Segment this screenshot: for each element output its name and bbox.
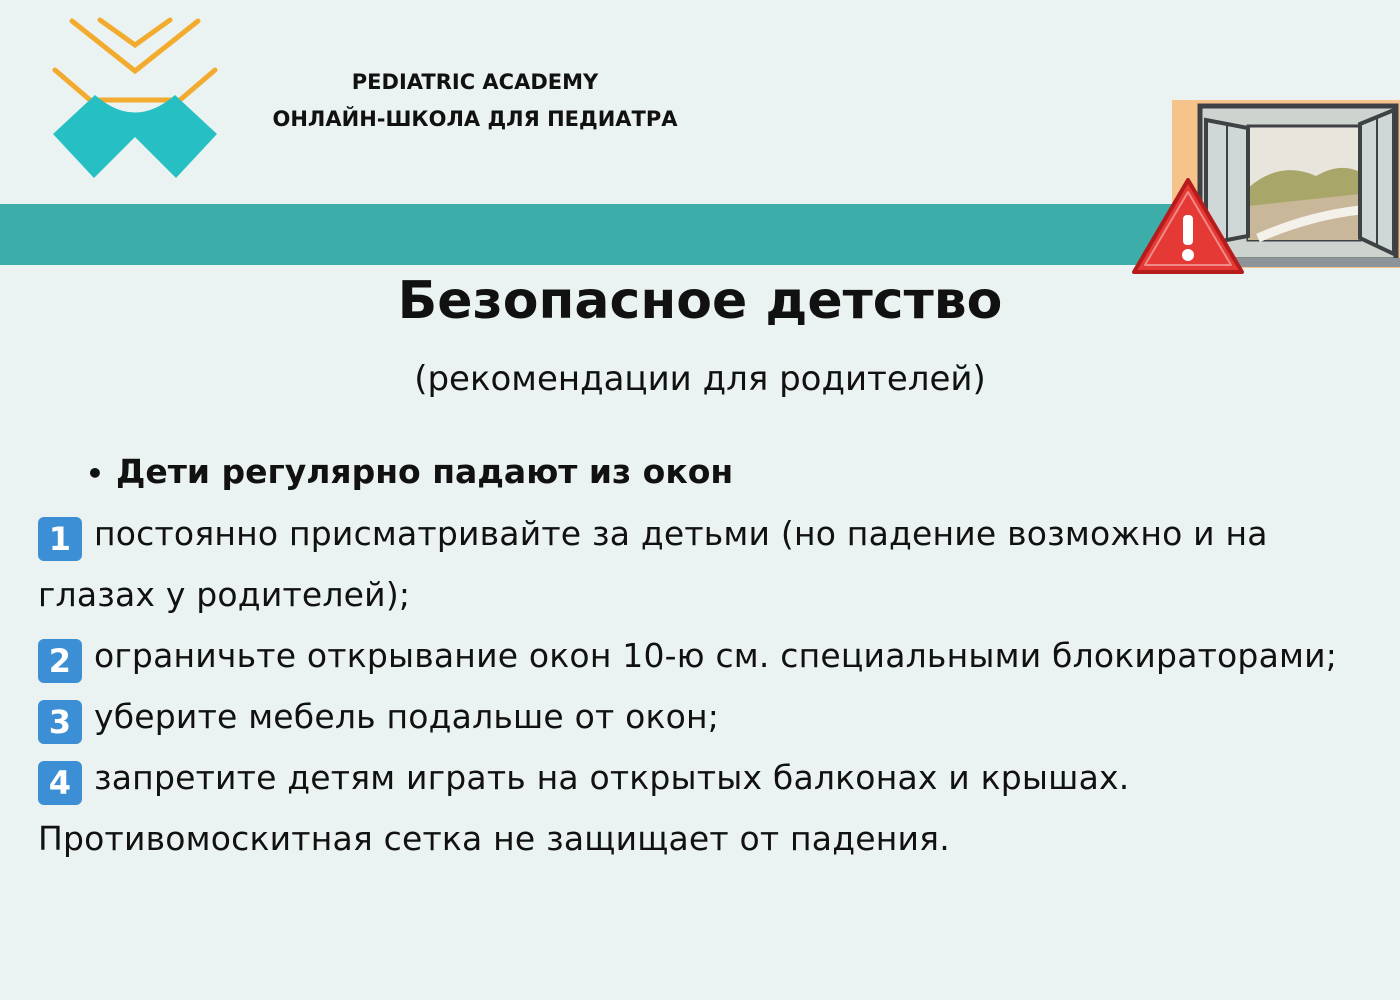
number-badge-icon: 4 — [38, 761, 82, 805]
list-item-text: уберите мебель подальше от окон; — [94, 697, 720, 736]
list-item — [38, 503, 1393, 625]
list-item-text: ограничьте открывание окон 10-ю см. специальными блокираторами; — [94, 636, 1338, 675]
recommendations-list — [38, 503, 1393, 869]
brand-name: PEDIATRIC ACADEMY — [351, 70, 599, 94]
list-item — [38, 686, 1393, 747]
bullet-dot-icon: • — [86, 457, 104, 490]
page-title: Безопасное детство — [397, 271, 1003, 331]
list-item — [38, 747, 1393, 808]
bullet-heading — [86, 447, 733, 499]
list-item-text: постоянно присматривайте за детьми (но падение возможно и на глазах у родителей); — [38, 514, 1268, 614]
list-item — [38, 625, 1393, 686]
pediatric-academy-logo — [50, 15, 220, 185]
bullet-text: Дети регулярно падают из окон — [116, 452, 734, 491]
page-subtitle: (рекомендации для родителей) — [414, 359, 986, 399]
number-badge-icon: 2 — [38, 639, 82, 683]
brand-tagline: ОНЛАЙН-ШКОЛА ДЛЯ ПЕДИАТРА — [272, 107, 678, 131]
open-window-illustration — [1130, 98, 1400, 280]
number-badge-icon: 1 — [38, 517, 82, 561]
number-badge-icon: 3 — [38, 700, 82, 744]
safety-note: Противомоскитная сетка не защищает от падения. — [38, 819, 950, 858]
brand-block — [250, 64, 700, 138]
list-item-text: запретите детям играть на открытых балконах и крышах. — [94, 758, 1130, 797]
